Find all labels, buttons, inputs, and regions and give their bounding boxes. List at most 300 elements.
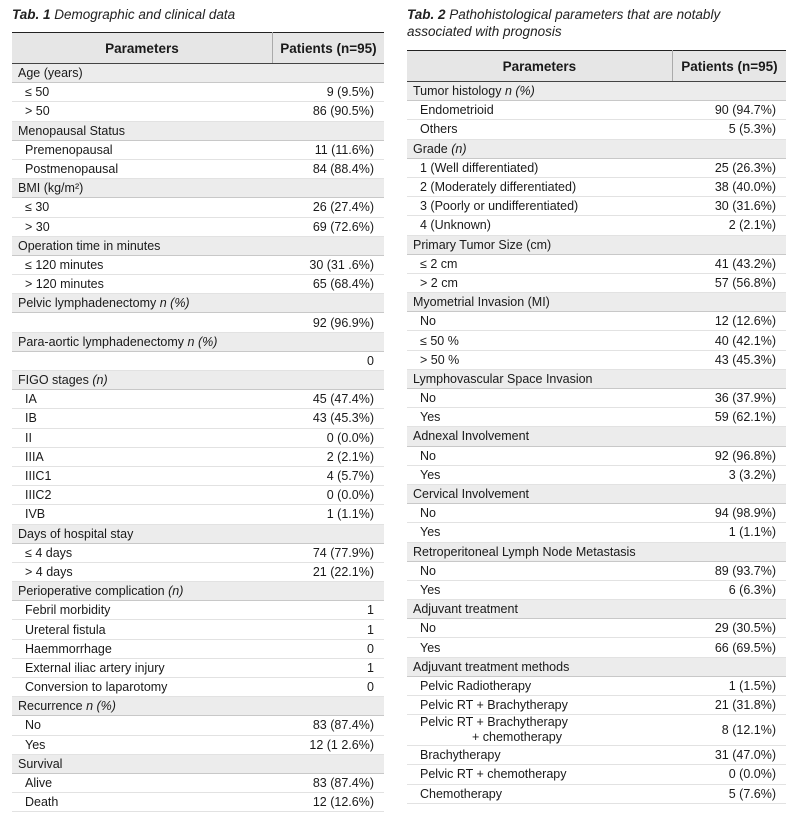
label-text: Pelvic RT + Brachytherapy <box>420 698 568 713</box>
table-row <box>12 351 384 370</box>
section-label <box>12 371 384 390</box>
row-label <box>12 658 272 677</box>
label-text: Survival <box>18 756 63 771</box>
label-text: Para-aortic lymphadenectomy <box>18 334 188 349</box>
table-2-caption-text: Pathohistological parameters that are notably associated with prognosis <box>407 7 721 39</box>
row-value: 83 (87.4%) <box>272 773 384 792</box>
table-row <box>407 197 786 216</box>
label-text: No <box>420 563 436 578</box>
row-value: 1 (1.1%) <box>272 505 384 524</box>
section-label <box>12 64 384 83</box>
row-value: 12 (12.6%) <box>272 793 384 812</box>
table-2 <box>407 50 786 804</box>
label-text: IA <box>25 392 37 407</box>
label-text: Cervical Involvement <box>413 487 530 502</box>
row-label <box>12 716 272 735</box>
label-unit: n (%) <box>86 699 116 714</box>
table-row <box>407 715 786 746</box>
row-label <box>12 83 272 102</box>
row-label <box>12 447 272 466</box>
table-row <box>12 102 384 121</box>
table-row <box>407 561 786 580</box>
label-text: Haemmorrhage <box>25 641 112 656</box>
table-row <box>12 658 384 677</box>
row-label <box>12 639 272 658</box>
row-value: 92 (96.9%) <box>272 313 384 332</box>
label-text: Alive <box>25 776 53 791</box>
row-value: 74 (77.9%) <box>272 543 384 562</box>
table-2-body <box>407 82 786 804</box>
row-value: 29 (30.5%) <box>672 619 786 638</box>
row-label <box>12 409 272 428</box>
table-row <box>407 446 786 465</box>
row-value: 9 (9.5%) <box>272 83 384 102</box>
row-value: 45 (47.4%) <box>272 390 384 409</box>
table-row <box>407 331 786 350</box>
label-text: IIIA <box>25 449 44 464</box>
table-row <box>407 158 786 177</box>
row-value: 5 (7.6%) <box>672 784 786 803</box>
row-value: 12 (12.6%) <box>672 312 786 331</box>
row-label <box>12 486 272 505</box>
table-1-caption <box>12 6 384 32</box>
row-label <box>407 765 672 784</box>
table-row <box>407 746 786 765</box>
row-value: 1 <box>272 620 384 639</box>
row-label <box>407 715 672 746</box>
label-text: Days of hospital stay <box>18 526 134 541</box>
row-value: 21 (31.8%) <box>672 696 786 715</box>
row-value: 59 (62.1%) <box>672 408 786 427</box>
row-value: 1 (1.5%) <box>672 676 786 695</box>
label-text: Postmenopausal <box>25 162 119 177</box>
row-value: 69 (72.6%) <box>272 217 384 236</box>
row-value: 89 (93.7%) <box>672 561 786 580</box>
label-unit: n (%) <box>187 334 218 349</box>
label-text: Yes <box>420 525 441 540</box>
section-label <box>407 600 786 619</box>
table-row <box>407 216 786 235</box>
row-label <box>407 312 672 331</box>
row-value: 1 <box>272 658 384 677</box>
row-value: 41 (43.2%) <box>672 254 786 273</box>
table-row <box>12 639 384 658</box>
label-text: IIIC1 <box>25 469 52 484</box>
label-text: Retroperitoneal Lymph Node Metastasis <box>413 544 636 559</box>
table-row <box>407 523 786 542</box>
row-label <box>407 389 672 408</box>
table-row <box>407 696 786 715</box>
row-value: 12 (1 2.6%) <box>272 735 384 754</box>
row-value: 65 (68.4%) <box>272 275 384 294</box>
row-label <box>12 505 272 524</box>
row-value: 2 (2.1%) <box>272 447 384 466</box>
row-value: 40 (42.1%) <box>672 331 786 350</box>
row-label <box>407 784 672 803</box>
section-label <box>407 293 786 312</box>
table-row <box>12 390 384 409</box>
label-text: Conversion to laparotomy <box>25 680 168 695</box>
label-text: Ureteral fistula <box>25 622 106 637</box>
label-text: No <box>420 621 436 636</box>
table-row <box>407 273 786 292</box>
section-label <box>12 524 384 543</box>
label-text: BMI (kg/m²) <box>18 181 84 196</box>
label-text: No <box>420 391 436 406</box>
table-1-header-row <box>12 33 384 64</box>
section-label <box>12 294 384 313</box>
section-row <box>407 293 786 312</box>
row-label <box>407 101 672 120</box>
section-row <box>12 294 384 313</box>
row-label <box>407 676 672 695</box>
row-label <box>12 562 272 581</box>
row-value: 0 (0.0%) <box>672 765 786 784</box>
section-row <box>12 582 384 601</box>
row-label <box>407 331 672 350</box>
label-text: No <box>420 506 436 521</box>
row-value: 94 (98.9%) <box>672 504 786 523</box>
label-unit: n (%) <box>504 84 535 99</box>
table-row <box>12 313 384 332</box>
table-1-caption-text: Demographic and clinical data <box>54 7 236 22</box>
label-text: FIGO stages <box>18 373 93 388</box>
label-text: Brachytherapy <box>420 748 501 763</box>
table-row <box>12 793 384 812</box>
section-label <box>407 542 786 561</box>
section-row <box>12 332 384 351</box>
label-text: > 2 cm <box>420 275 458 290</box>
label-text: Premenopausal <box>25 142 113 157</box>
label-text: IVB <box>25 507 46 522</box>
row-label <box>12 620 272 639</box>
table-row <box>407 177 786 196</box>
label-text: Myometrial Invasion (MI) <box>413 295 550 310</box>
row-value: 31 (47.0%) <box>672 746 786 765</box>
section-label <box>12 697 384 716</box>
row-label <box>12 678 272 697</box>
section-row <box>12 64 384 83</box>
row-label <box>407 350 672 369</box>
row-label <box>12 793 272 812</box>
section-row <box>12 121 384 140</box>
table-row <box>407 101 786 120</box>
table-row <box>12 198 384 217</box>
row-value: 0 <box>272 351 384 370</box>
row-label <box>12 217 272 236</box>
table-row <box>12 543 384 562</box>
table-row <box>407 465 786 484</box>
row-value: 30 (31.6%) <box>672 197 786 216</box>
label-text: Endometrioid <box>420 103 494 118</box>
row-label <box>12 543 272 562</box>
table-2-header-row <box>407 51 786 82</box>
row-value: 0 (0.0%) <box>272 428 384 447</box>
section-label <box>12 179 384 198</box>
table-row <box>12 140 384 159</box>
label-text: 3 (Poorly or undifferentiated) <box>420 199 579 214</box>
row-value: 66 (69.5%) <box>672 638 786 657</box>
section-row <box>407 82 786 101</box>
table-2-caption <box>407 6 786 50</box>
section-label <box>12 754 384 773</box>
label-text: Yes <box>420 410 441 425</box>
label-unit: (n) <box>168 584 184 599</box>
row-label <box>12 601 272 620</box>
row-value: 43 (45.3%) <box>672 350 786 369</box>
row-label <box>12 159 272 178</box>
row-value: 26 (27.4%) <box>272 198 384 217</box>
label-text: Pelvic Radiotherapy <box>420 678 532 693</box>
row-label <box>12 255 272 274</box>
row-value: 0 (0.0%) <box>272 486 384 505</box>
row-value: 86 (90.5%) <box>272 102 384 121</box>
section-row <box>12 371 384 390</box>
table-row <box>407 676 786 695</box>
row-label <box>407 158 672 177</box>
row-value: 4 (5.7%) <box>272 466 384 485</box>
table-row <box>12 447 384 466</box>
label-text: Grade <box>413 141 452 156</box>
row-label <box>12 102 272 121</box>
row-value: 90 (94.7%) <box>672 101 786 120</box>
label-text: Pelvic RT + Brachytherapy + chemotherapy <box>420 715 568 745</box>
row-label <box>407 120 672 139</box>
table-1-container <box>12 0 384 812</box>
label-text: ≤ 2 cm <box>420 256 458 271</box>
section-label <box>12 582 384 601</box>
label-text: External iliac artery injury <box>25 660 165 675</box>
row-label <box>407 254 672 273</box>
row-label <box>407 197 672 216</box>
label-text: IB <box>25 411 37 426</box>
row-value: 2 (2.1%) <box>672 216 786 235</box>
table-row <box>407 389 786 408</box>
label-unit: (n) <box>451 141 467 156</box>
row-label <box>12 140 272 159</box>
label-text: Lymphovascular Space Invasion <box>413 371 593 386</box>
table-row <box>12 716 384 735</box>
label-text: Pelvic RT + chemotherapy <box>420 767 567 782</box>
table-2-header-parameters: Parameters <box>407 51 672 82</box>
label-text: Age (years) <box>18 66 83 81</box>
row-value: 0 <box>272 639 384 658</box>
label-text: Recurrence <box>18 699 87 714</box>
label-text: 4 (Unknown) <box>420 218 491 233</box>
table-1-caption-label: Tab. 1 <box>12 7 51 22</box>
table-row <box>407 765 786 784</box>
label-text: No <box>420 448 436 463</box>
section-row <box>407 657 786 676</box>
row-label <box>407 465 672 484</box>
label-text: > 50 % <box>420 352 460 367</box>
row-value: 21 (22.1%) <box>272 562 384 581</box>
table-row <box>12 773 384 792</box>
table-row <box>12 275 384 294</box>
table-2-container <box>407 0 786 804</box>
label-text: Chemotherapy <box>420 786 502 801</box>
label-text: Yes <box>420 582 441 597</box>
row-label <box>407 619 672 638</box>
row-label <box>407 273 672 292</box>
row-value: 38 (40.0%) <box>672 177 786 196</box>
table-row <box>407 120 786 139</box>
label-text: Tumor histology <box>413 84 505 99</box>
label-text: Yes <box>25 737 46 752</box>
table-row <box>12 678 384 697</box>
label-unit: n (%) <box>159 296 190 311</box>
table-row <box>12 620 384 639</box>
label-text: Yes <box>420 640 441 655</box>
section-row <box>407 235 786 254</box>
section-label <box>12 121 384 140</box>
table-row <box>12 83 384 102</box>
row-value: 84 (88.4%) <box>272 159 384 178</box>
label-text: Adjuvant treatment methods <box>413 659 570 674</box>
row-label <box>407 696 672 715</box>
section-row <box>12 179 384 198</box>
label-text: Perioperative complication <box>18 584 169 599</box>
table-row <box>12 255 384 274</box>
label-text: ≤ 30 <box>25 200 50 215</box>
section-row <box>12 697 384 716</box>
section-row <box>407 484 786 503</box>
table-row <box>407 619 786 638</box>
table-1-body <box>12 64 384 812</box>
row-value: 43 (45.3%) <box>272 409 384 428</box>
label-text: Death <box>25 795 59 810</box>
table-row <box>12 505 384 524</box>
table-2-caption-label: Tab. 2 <box>407 7 446 22</box>
label-text: IIIC2 <box>25 488 52 503</box>
label-text: II <box>25 430 32 445</box>
row-value: 1 <box>272 601 384 620</box>
row-value: 30 (31 .6%) <box>272 255 384 274</box>
row-label <box>407 746 672 765</box>
row-value: 11 (11.6%) <box>272 140 384 159</box>
table-1-header-patients: Patients (n=95) <box>272 33 384 64</box>
row-label <box>407 408 672 427</box>
row-label <box>12 735 272 754</box>
row-value: 83 (87.4%) <box>272 716 384 735</box>
row-value: 3 (3.2%) <box>672 465 786 484</box>
section-label <box>407 235 786 254</box>
row-label <box>12 466 272 485</box>
row-label <box>12 275 272 294</box>
section-row <box>12 754 384 773</box>
row-label <box>12 773 272 792</box>
table-row <box>407 408 786 427</box>
section-label <box>407 484 786 503</box>
row-value: 36 (37.9%) <box>672 389 786 408</box>
row-label <box>407 504 672 523</box>
table-row <box>12 159 384 178</box>
row-value: 1 (1.1%) <box>672 523 786 542</box>
table-2-header-patients: Patients (n=95) <box>672 51 786 82</box>
label-text: ≤ 50 <box>25 85 50 100</box>
label-text: Pelvic lymphadenectomy <box>18 296 160 311</box>
section-label <box>407 369 786 388</box>
section-label <box>12 236 384 255</box>
row-value: 8 (12.1%) <box>672 715 786 746</box>
table-row <box>407 350 786 369</box>
label-text: Others <box>420 122 458 137</box>
section-label <box>407 657 786 676</box>
label-text: ≤ 4 days <box>25 545 73 560</box>
section-label <box>12 332 384 351</box>
section-row <box>407 542 786 561</box>
label-text: > 120 minutes <box>25 277 104 292</box>
row-label <box>12 351 272 370</box>
label-text: 1 (Well differentiated) <box>420 160 539 175</box>
row-label <box>407 580 672 599</box>
label-text: Menopausal Status <box>18 123 126 138</box>
table-row <box>12 562 384 581</box>
section-label <box>407 82 786 101</box>
label-text: No <box>25 718 41 733</box>
label-text: Primary Tumor Size (cm) <box>413 237 552 252</box>
table-row <box>12 601 384 620</box>
label-text: Operation time in minutes <box>18 238 161 253</box>
section-label <box>407 139 786 158</box>
section-label <box>407 427 786 446</box>
label-text: ≤ 120 minutes <box>25 257 104 272</box>
table-row <box>407 638 786 657</box>
label-text: Febril morbidity <box>25 603 111 618</box>
table-row <box>407 580 786 599</box>
row-value: 92 (96.8%) <box>672 446 786 465</box>
section-row <box>407 139 786 158</box>
row-value: 57 (56.8%) <box>672 273 786 292</box>
table-row <box>12 735 384 754</box>
label-text: 2 (Moderately differentiated) <box>420 180 577 195</box>
section-row <box>12 524 384 543</box>
row-label <box>12 198 272 217</box>
row-value: 6 (6.3%) <box>672 580 786 599</box>
section-row <box>12 236 384 255</box>
section-row <box>407 427 786 446</box>
label-text: > 30 <box>25 219 50 234</box>
table-row <box>407 254 786 273</box>
label-text: > 4 days <box>25 564 73 579</box>
section-row <box>407 369 786 388</box>
label-unit: (n) <box>92 373 108 388</box>
label-text: Yes <box>420 467 441 482</box>
row-value: 25 (26.3%) <box>672 158 786 177</box>
table-row <box>407 312 786 331</box>
table-row <box>12 486 384 505</box>
row-label <box>407 561 672 580</box>
row-label <box>12 313 272 332</box>
label-text: ≤ 50 % <box>420 333 459 348</box>
row-label <box>407 216 672 235</box>
table-1 <box>12 32 384 812</box>
table-row <box>407 784 786 803</box>
section-row <box>407 600 786 619</box>
table-row <box>407 504 786 523</box>
row-value: 0 <box>272 678 384 697</box>
label-text: > 50 <box>25 104 50 119</box>
table-row <box>12 428 384 447</box>
table-1-header-parameters: Parameters <box>12 33 272 64</box>
label-text: No <box>420 314 436 329</box>
row-label <box>12 390 272 409</box>
label-text: Adnexal Involvement <box>413 429 530 444</box>
row-label <box>407 177 672 196</box>
row-label <box>407 446 672 465</box>
table-row <box>12 409 384 428</box>
table-row <box>12 217 384 236</box>
